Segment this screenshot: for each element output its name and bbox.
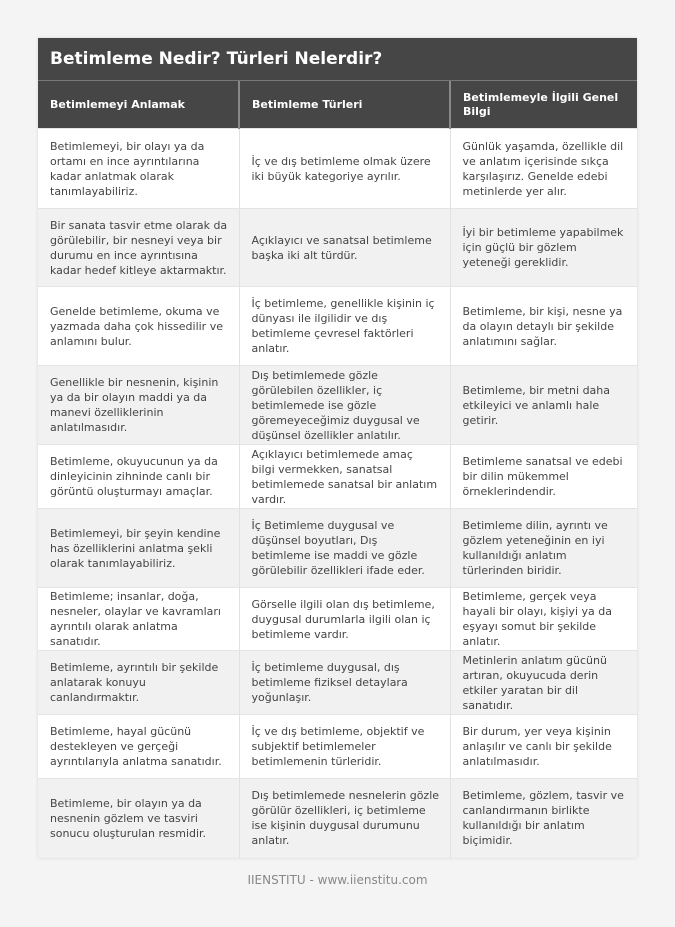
table-cell: Betimleme, okuyucunun ya da dinleyicinin zihninde canlı bir görüntü oluşturmayı amaçlar. [38, 445, 239, 509]
table-cell: Betimleme, gözlem, tasvir ve canlandırmanın birlikte kullanıldığı bir anlatım biçimidir. [450, 779, 637, 858]
table-row [38, 445, 637, 509]
content-table-card [38, 38, 637, 858]
table-row [38, 509, 637, 588]
table-cell: Açıklayıcı betimlemede amaç bilgi vermekken, sanatsal betimlemede sanatsal bir anlatım vardır. [239, 445, 450, 509]
header-row [38, 81, 637, 129]
table-cell: Günlük yaşamda, özellikle dil ve anlatım içerisinde sıkça karşılaşırız. Genelde edebi metinlerde yer alır. [450, 129, 637, 209]
table-cell: Betimleme, hayal gücünü destekleyen ve gerçeği ayrıntılarıyla anlatma sanatıdır. [38, 715, 239, 779]
table-row [38, 651, 637, 715]
table-cell: Görselle ilgili olan dış betimleme, duygusal durumlarla ilgili olan iç betimleme vardır. [239, 588, 450, 651]
table-row [38, 715, 637, 779]
table-cell: Metinlerin anlatım gücünü artıran, okuyucuda derin etkiler yaratan bir dil sanatıdır. [450, 651, 637, 715]
table-cell: Betimleme dilin, ayrıntı ve gözlem yeteneğinin en iyi kullanıldığı anlatım türlerinden biridir. [450, 509, 637, 588]
page-title: Betimleme Nedir? Türleri Nelerdir? [38, 38, 637, 81]
table-cell: Dış betimlemede nesnelerin gözle görülür özellikleri, iç betimleme ise kişinin duygusal durumunu anlatır. [239, 779, 450, 858]
table-cell: Bir sanata tasvir etme olarak da görülebilir, bir nesneyi veya bir durumu en ince ayrıntısına kadar hedef kitleye aktarmaktır. [38, 209, 239, 287]
footer-credit: IIENSTITU - www.iienstitu.com [247, 873, 428, 887]
table-row [38, 588, 637, 651]
table-cell: Betimleme, ayrıntılı bir şekilde anlatarak konuyu canlandırmaktır. [38, 651, 239, 715]
column-header: Betimlemeyi Anlamak [38, 81, 239, 129]
table-cell: Dış betimlemede gözle görülebilen özellikler, iç betimlemede ise gözle göremeyeceğimiz duygusal ve düşünsel özellikler anlatılır. [239, 366, 450, 445]
table-cell: Genellikle bir nesnenin, kişinin ya da bir olayın maddi ya da manevi özelliklerinin anlatılmasıdır. [38, 366, 239, 445]
column-header: Betimlemeyle İlgili Genel Bilgi [450, 81, 637, 129]
table-row [38, 779, 637, 858]
table-cell: Betimlemeyi, bir olayı ya da ortamı en ince ayrıntılarına kadar anlatmak olarak tanımlayabiliriz. [38, 129, 239, 209]
table-row [38, 287, 637, 366]
table-cell: Betimleme, gerçek veya hayali bir olayı, kişiyi ya da eşyayı somut bir şekilde anlatır. [450, 588, 637, 651]
table-row [38, 129, 637, 209]
table-cell: İç ve dış betimleme olmak üzere iki büyük kategoriye ayrılır. [239, 129, 450, 209]
table-cell: Betimleme, bir olayın ya da nesnenin gözlem ve tasviri sonucu oluşturulan resmidir. [38, 779, 239, 858]
table-cell: İç betimleme, genellikle kişinin iç dünyası ile ilgilidir ve dış betimleme çevresel faktörleri anlatır. [239, 287, 450, 366]
table-cell: Genelde betimleme, okuma ve yazmada daha çok hissedilir ve anlamını bulur. [38, 287, 239, 366]
table-cell: Betimleme, bir kişi, nesne ya da olayın detaylı bir şekilde anlatımını sağlar. [450, 287, 637, 366]
table-cell: İç Betimleme duygusal ve düşünsel boyutları, Dış betimleme ise maddi ve gözle görülebilir özellikleri ifade eder. [239, 509, 450, 588]
table-cell: Betimleme; insanlar, doğa, nesneler, olaylar ve kavramları ayrıntılı olarak anlatma sanatıdır. [38, 588, 239, 651]
table-cell: Betimleme, bir metni daha etkileyici ve anlamlı hale getirir. [450, 366, 637, 445]
table-cell: Betimleme sanatsal ve edebi bir dilin mükemmel örneklerindendir. [450, 445, 637, 509]
table-cell: İç betimleme duygusal, dış betimleme fiziksel detaylara yoğunlaşır. [239, 651, 450, 715]
table-cell: Bir durum, yer veya kişinin anlaşılır ve canlı bir şekilde anlatılmasıdır. [450, 715, 637, 779]
table-cell: İç ve dış betimleme, objektif ve subjektif betimlemeler betimlemenin türleridir. [239, 715, 450, 779]
table-cell: Betimlemeyi, bir şeyin kendine has özelliklerini anlatma şekli olarak tanımlayabiliriz. [38, 509, 239, 588]
column-header: Betimleme Türleri [239, 81, 450, 129]
table-row [38, 366, 637, 445]
table-cell: İyi bir betimleme yapabilmek için güçlü bir gözlem yeteneği gereklidir. [450, 209, 637, 287]
data-table [38, 81, 637, 858]
table-cell: Açıklayıcı ve sanatsal betimleme başka iki alt türdür. [239, 209, 450, 287]
table-row [38, 209, 637, 287]
